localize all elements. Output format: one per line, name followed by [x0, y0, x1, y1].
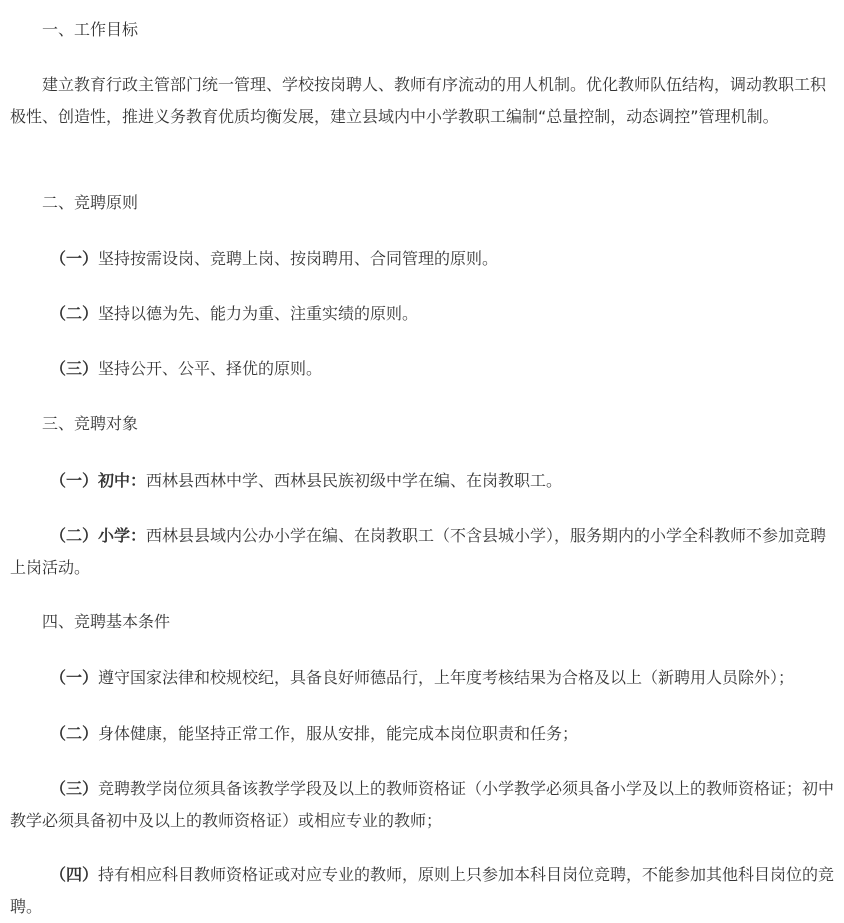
item-marker: （二） [50, 724, 99, 743]
item-text: 身体健康，能坚持正常工作，服从安排，能完成本岗位职责和任务； [98, 724, 579, 743]
item-text: 坚持以德为先、能力为重、注重实绩的原则。 [98, 304, 419, 323]
item-label: 初中： [98, 471, 147, 490]
item-marker: （三） [50, 779, 99, 798]
item-text: 坚持公开、公平、择优的原则。 [98, 359, 323, 378]
item-text: 西林县县域内公办小学在编、在岗教职工（不含县城小学），服务期内的小学全科教师不参加竞聘上岗活动。 [10, 526, 827, 577]
condition-item-4 [10, 859, 836, 923]
section-heading-3: 三、竞聘对象 [42, 414, 139, 433]
section-heading-1: 一、工作目标 [42, 20, 139, 39]
item-marker: （一） [50, 668, 99, 687]
principle-item-2 [10, 298, 836, 330]
item-text: 西林县西林中学、西林县民族初级中学在编、在岗教职工。 [146, 471, 563, 490]
target-item-2 [10, 520, 836, 584]
section-heading-2: 二、竞聘原则 [42, 193, 139, 212]
item-marker: （一） [50, 249, 99, 268]
item-marker: （二） [50, 304, 99, 323]
condition-item-3 [10, 773, 836, 837]
item-text: 坚持按需设岗、竞聘上岗、按岗聘用、合同管理的原则。 [98, 249, 499, 268]
item-label: 小学： [98, 526, 147, 545]
target-item-1 [10, 465, 836, 497]
item-marker: （三） [50, 359, 99, 378]
principle-item-1 [10, 243, 836, 275]
condition-item-2 [10, 718, 836, 750]
item-marker: （一） [50, 471, 99, 490]
item-text: 遵守国家法律和校规校纪，具备良好师德品行，上年度考核结果为合格及以上（新聘用人员除外）； [98, 668, 795, 687]
condition-item-1 [10, 662, 836, 694]
section-heading-4: 四、竞聘基本条件 [42, 612, 171, 631]
section-paragraph-1: 建立教育行政主管部门统一管理、学校按岗聘人、教师有序流动的用人机制。优化教师队伍结构，调动教职工积极性、创造性，推进义务教育优质均衡发展，建立县域内中小学教职工编制“总量控制，动态调控”管理机制。 [10, 75, 827, 126]
item-marker: （二） [50, 526, 99, 545]
item-marker: （四） [50, 865, 99, 884]
item-text: 竞聘教学岗位须具备该教学学段及以上的教师资格证（小学教学必须具备小学及以上的教师资格证；初中教学必须具备初中及以上的教师资格证）或相应专业的教师； [10, 779, 835, 830]
item-text: 持有相应科目教师资格证或对应专业的教师，原则上只参加本科目岗位竞聘，不能参加其他科目岗位的竞聘。 [10, 865, 835, 916]
principle-item-3 [10, 353, 836, 385]
